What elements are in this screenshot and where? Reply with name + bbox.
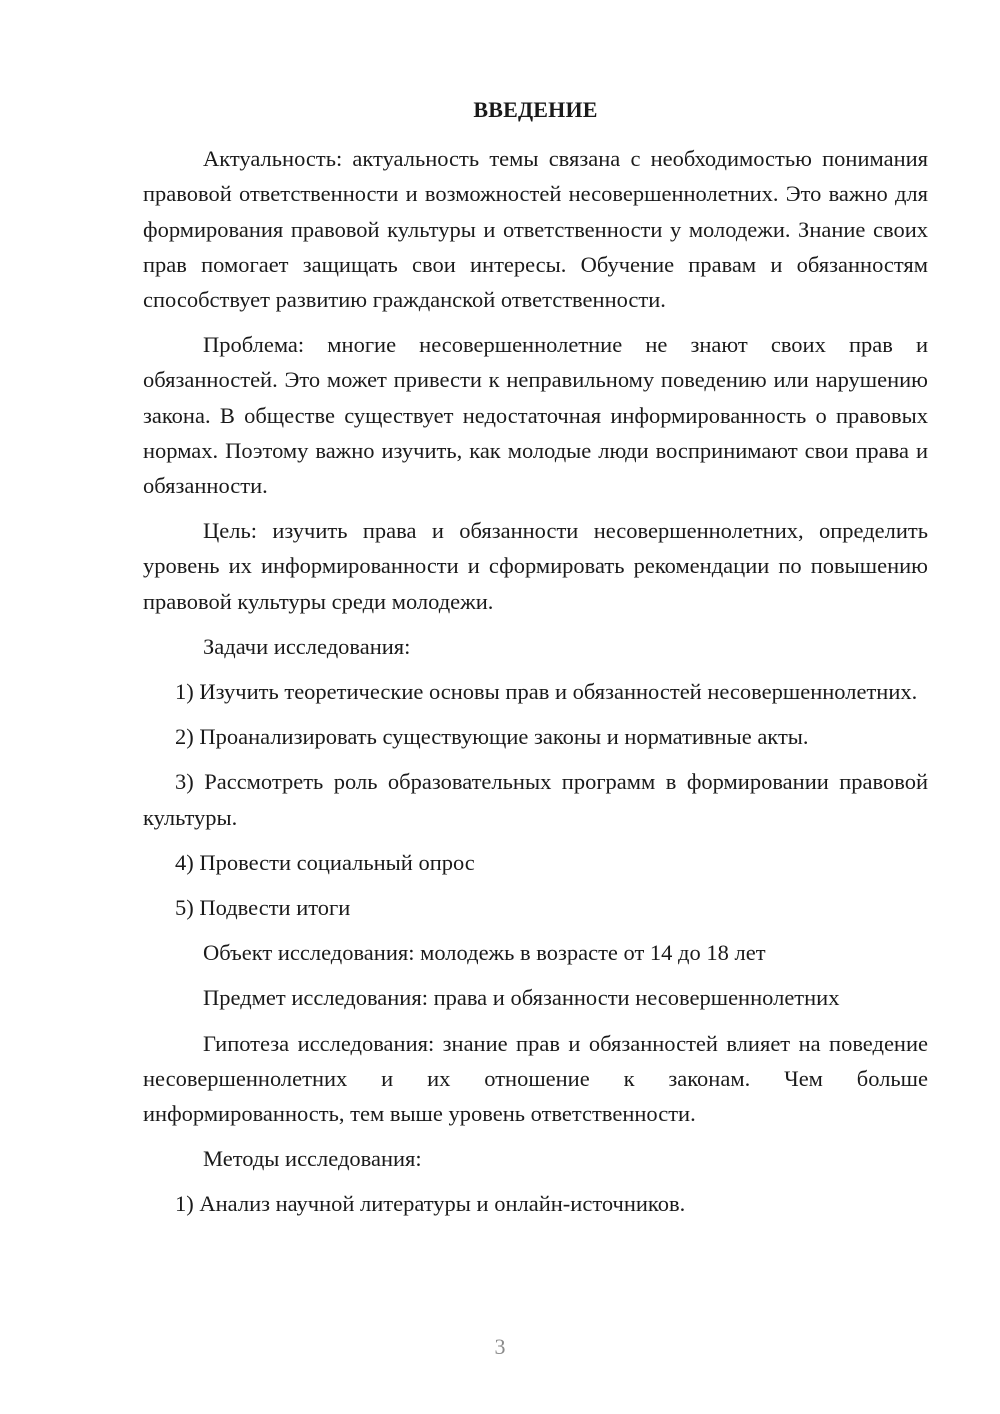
document-page [143, 92, 928, 1232]
method-item: 1) Анализ научной литературы и онлайн-источников. [175, 1191, 686, 1217]
page-number: 3 [494, 1334, 506, 1359]
tasks-heading: Задачи исследования: [203, 633, 411, 659]
methods-heading: Методы исследования: [203, 1146, 422, 1172]
subject-paragraph: Предмет исследования: права и обязанности несовершеннолетних [203, 985, 840, 1011]
task-item: 1) Изучить теоретические основы прав и обязанностей несовершеннолетних. [175, 679, 918, 705]
hypothesis-paragraph: Гипотеза исследования: знание прав и обязанностей влияет на поведение несовершеннолетних и их отношение к законам. Чем больше информированность, тем выше уровень ответственности. [143, 1030, 928, 1127]
task-item: 3) Рассмотреть роль образовательных программ в формировании правовой культуры. [143, 769, 928, 830]
task-item: 5) Подвести итоги [175, 895, 351, 921]
object-paragraph: Объект исследования: молодежь в возрасте от 14 до 18 лет [203, 940, 766, 966]
task-item: 2) Проанализировать существующие законы и нормативные акты. [175, 724, 809, 750]
task-item: 4) Провести социальный опрос [175, 849, 475, 875]
problem-paragraph: Проблема: многие несовершеннолетние не знают своих прав и обязанностей. Это может привести к неправильному поведению или нарушению закона. В обществе существует недостаточная информированность о правовых нормах. Поэтому важно изучить, как молодые люди воспринимают свои права и обязанности. [143, 332, 928, 499]
goal-paragraph: Цель: изучить права и обязанности несовершеннолетних, определить уровень их информированности и сформировать рекомендации по повышению правовой культуры среди молодежи. [143, 518, 928, 614]
relevance-paragraph: Актуальность: актуальность темы связана с необходимостью понимания правовой ответственности и возможностей несовершеннолетних. Это важно для формирования правовой культуры и ответственности у молодежи. Знание своих прав помогает защищать свои интересы. Обучение правам и обязанностям способствует развитию гражданской ответственности. [143, 146, 928, 313]
page-title: ВВЕДЕНИЕ [473, 97, 598, 122]
